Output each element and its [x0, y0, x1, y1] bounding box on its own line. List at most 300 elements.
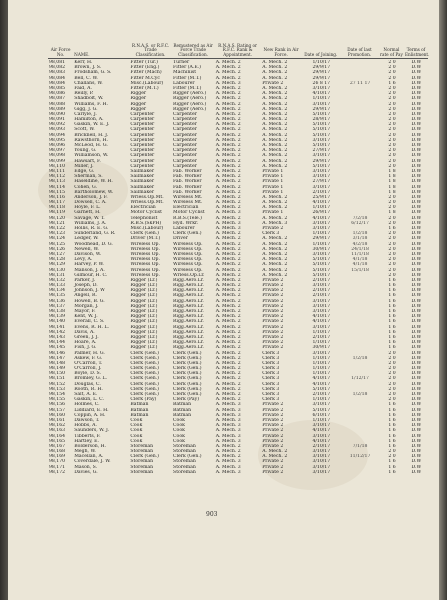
col-date-joining-cell: 3/10/17 — [312, 464, 331, 470]
col-date-joining-cell: 3/10/17 — [312, 454, 331, 460]
col-new-rank-cell: A. Mech. 2 — [262, 91, 288, 97]
col-air-force-no-cell: 98,112 — [49, 174, 66, 180]
col-new-rank-cell: Private 2 — [262, 459, 284, 465]
col-terms-cell: D.W — [411, 449, 422, 455]
col-name-cell: Palmer, H. G. — [74, 350, 105, 356]
col-trade-cell: Rigger (Lr.) — [130, 288, 158, 294]
col-new-rank-cell: Clerk 3 — [262, 355, 280, 361]
header-col-rating: R.N.A.S. Rating or R.F.C. Rank & Appointment. — [218, 42, 258, 58]
col-air-force-no-cell: 98,143 — [49, 334, 66, 340]
col-remustered-cell: Cook — [173, 417, 185, 423]
col-terms-cell: D.W — [411, 407, 422, 413]
col-terms-cell: D.W — [411, 438, 422, 444]
col-remustered-cell: R.B.S.(Tele.) — [173, 215, 202, 221]
col-new-rank-cell: Private 2 — [262, 309, 284, 314]
col-pay-cell: 1 6 — [388, 80, 396, 86]
col-pay-cell: 1 6 — [388, 226, 396, 231]
col-remustered-cell: Labourer — [173, 226, 195, 231]
col-trade-cell: Carpenter — [130, 117, 155, 123]
col-name-cell: Coverdale, J. W. — [74, 459, 111, 465]
col-date-joining-cell: 1/10/17 — [312, 329, 331, 335]
col-air-force-no-cell: 98,155 — [49, 397, 66, 403]
col-new-rank-cell: Clerk 3 — [262, 366, 280, 372]
col-terms-cell: D.W — [411, 85, 422, 91]
col-remustered-cell: Labourer — [173, 80, 195, 86]
col-pay-cell: 1 6 — [388, 417, 396, 423]
col-terms-cell: D.W — [411, 153, 422, 159]
col-air-force-no-cell: 98,156 — [49, 402, 66, 408]
col-date-joining-cell: 30/9/17 — [312, 246, 331, 252]
col-air-force-no-cell: 98,128 — [49, 257, 66, 263]
col-pay-cell: 1 6 — [388, 407, 396, 413]
col-terms-cell: D.W — [411, 324, 422, 330]
col-rating-cell: A. Mech. 2 — [215, 329, 241, 335]
col-pay-cell: 2 0 — [388, 376, 396, 382]
col-date-joining-cell: 1/10/17 — [312, 340, 331, 346]
col-trade-cell: Clerk (Gen.) — [130, 386, 159, 392]
col-date-joining-cell: 5/10/17 — [312, 262, 331, 268]
col-terms-cell: D.W — [411, 226, 422, 231]
col-remustered-cell: Wireless Op. — [173, 251, 203, 257]
col-date-joining-cell: 3/10/17 — [312, 226, 331, 231]
col-terms-cell: D.W — [411, 371, 422, 377]
col-terms-cell: D.W — [411, 106, 422, 112]
col-pay-cell: 1 6 — [388, 324, 396, 330]
col-trade-cell: Misc.(Labour) — [130, 226, 164, 231]
col-trade-cell: Clerk (Gen.) — [130, 366, 159, 372]
col-date-joining-cell: 26/9/17 — [312, 210, 331, 216]
col-terms-cell: D.W — [411, 423, 422, 429]
col-air-force-no-cell: 98,117 — [49, 200, 66, 206]
col-date-promotion-cell: 7/1/18 — [352, 443, 368, 449]
col-pay-cell: 2 0 — [388, 236, 396, 242]
col-air-force-no-cell: 98,140 — [49, 319, 66, 325]
col-date-joining-cell: 2/10/17 — [312, 334, 331, 340]
col-remustered-cell: Fab. Worker — [173, 168, 202, 174]
col-date-joining-cell: 28/9/17 — [312, 117, 331, 123]
col-rating-cell: A. Mech. 2 — [215, 392, 241, 397]
col-new-rank-cell: A. Mech. 2 — [262, 143, 288, 148]
col-air-force-no-cell: 98,170 — [49, 459, 66, 465]
col-date-joining-cell: 29/9/17 — [312, 106, 331, 112]
col-air-force-no-cell: 98,084 — [49, 80, 66, 86]
col-terms-cell: D.W — [411, 345, 422, 351]
col-air-force-no-cell: 98,094 — [49, 132, 66, 138]
col-name-cell: Bolderson, H. — [74, 443, 107, 449]
col-remustered-cell: Rigg.Aero.Lr. — [173, 309, 204, 314]
col-remustered-cell: Hyd. Wrkr. — [173, 220, 199, 226]
col-air-force-no-cell: 98,089 — [49, 106, 66, 112]
col-new-rank-cell: Clerk 3 — [262, 397, 280, 403]
col-remustered-cell: Storeman — [173, 469, 196, 475]
col-rating-cell: A. Mech. 2 — [215, 443, 241, 449]
col-terms-cell: D.W — [411, 246, 422, 252]
col-trade-cell: Wrless.Op.Mt. — [130, 200, 164, 206]
col-pay-cell: 2 0 — [388, 381, 396, 387]
col-pay-cell: 1 6 — [388, 314, 396, 320]
col-remustered-cell: Rigg.Aero.Lr. — [173, 283, 204, 289]
col-date-joining-cell: 1/10/17 — [312, 371, 331, 377]
col-trade-cell: Carpenter — [130, 132, 155, 138]
col-pay-cell: 2 0 — [388, 449, 396, 455]
col-date-joining-cell: 4/10/17 — [312, 200, 331, 206]
col-name-cell: Levy, A. — [74, 257, 93, 263]
col-terms-cell: D.W — [411, 397, 422, 403]
col-pay-cell: 1 6 — [388, 277, 396, 283]
col-remustered-cell: Batman — [173, 407, 192, 413]
col-new-rank-cell: Private 2 — [262, 324, 284, 330]
col-new-rank-cell: Clerk 3 — [262, 386, 280, 392]
col-new-rank-cell: Clerk 3 — [262, 371, 280, 377]
col-name-cell: Evens, R. H. L. — [74, 324, 109, 330]
col-remustered-cell: Rigger (Aero.) — [173, 101, 207, 107]
col-air-force-no-cell: 98,142 — [49, 329, 66, 335]
col-terms-cell: D.W — [411, 251, 422, 257]
col-air-force-no-cell: 98,087 — [49, 96, 66, 102]
col-new-rank-cell: A. Mech. 2 — [262, 122, 288, 128]
col-new-rank-cell: Private 2 — [262, 433, 284, 439]
col-rating-cell: A. Mech. 2 — [215, 386, 241, 392]
col-trade-cell: Wireless Op. — [130, 272, 160, 278]
col-new-rank-cell: Private 2 — [262, 402, 284, 408]
col-pay-cell: 2 0 — [388, 85, 396, 91]
col-date-promotion-cell: 6/12/17 — [351, 220, 369, 226]
col-name-cell: Cohen, G. — [74, 184, 98, 190]
col-remustered-cell: Rigg.Aero.Lr. — [173, 345, 204, 351]
col-name-cell: Haseldine, W. H. — [74, 179, 113, 185]
col-air-force-no-cell: 98,153 — [49, 386, 66, 392]
header-col-trade: R.N.A.S. or R.F.C. Trade Classification. — [131, 42, 170, 58]
col-name-cell: Mason, S. — [74, 464, 98, 470]
col-terms-cell: D.W — [411, 334, 422, 340]
col-air-force-no-cell: 98,091 — [49, 117, 66, 123]
col-terms-cell: D.W — [411, 402, 422, 408]
col-trade-cell: Fitter M.Cyc — [130, 75, 160, 81]
col-remustered-cell: Fitter (M.T.) — [173, 75, 202, 81]
col-pay-cell: 1 6 — [388, 288, 396, 294]
col-new-rank-cell: A. Mech. 2 — [262, 163, 288, 169]
col-trade-cell: Sailmaker — [130, 168, 155, 174]
col-name-cell: Salt, A. E. — [74, 392, 98, 397]
col-name-cell: Sherman, S. — [74, 174, 103, 180]
col-remustered-cell: Clerk (Gen.) — [173, 366, 202, 372]
col-trade-cell: Clerk (Gen.) — [130, 355, 159, 361]
col-date-joining-cell: 5/10/17 — [312, 127, 331, 133]
col-trade-cell: Wireless Op. — [130, 262, 160, 268]
col-rating-cell: A. Mech. 3 — [215, 80, 241, 86]
col-new-rank-cell: A. Mech. 2 — [262, 101, 288, 107]
col-air-force-no-cell: 98,122 — [49, 226, 66, 231]
col-terms-cell: D.W — [411, 262, 422, 268]
col-date-joining-cell: 3/10/17 — [312, 303, 331, 309]
col-air-force-no-cell: 98,086 — [49, 91, 66, 97]
col-name-cell: Reilly, P. — [74, 91, 94, 97]
col-terms-cell: D.W — [411, 376, 422, 382]
col-date-joining-cell: 29/9/17 — [312, 75, 331, 81]
col-remustered-cell: Batman — [173, 412, 192, 418]
col-rating-cell: A. Mech. 2 — [215, 371, 241, 377]
col-date-joining-cell: 6/10/17 — [312, 412, 331, 418]
col-rating-cell: A. Mech. 2 — [215, 283, 241, 289]
col-rating-cell: A. Mech. 2 — [215, 345, 241, 351]
col-remustered-cell: Clerk (Gen.) — [173, 376, 202, 382]
col-new-rank-cell: A. Mech. 2 — [262, 454, 288, 460]
col-pay-cell: 2 0 — [388, 241, 396, 247]
col-pay-cell: 2 0 — [388, 246, 396, 252]
col-date-joining-cell: 3/10/17 — [312, 220, 331, 226]
col-air-force-no-cell: 98,118 — [49, 205, 66, 211]
col-trade-cell: Fitter (Mach) — [130, 70, 162, 76]
col-air-force-no-cell: 98,146 — [49, 350, 66, 356]
col-trade-cell: Sailmaker — [130, 189, 155, 195]
col-new-rank-cell: Private 1 — [262, 184, 284, 190]
col-new-rank-cell: A. Mech. 2 — [262, 194, 288, 200]
col-new-rank-cell: Private 2 — [262, 329, 284, 335]
col-date-joining-cell: 27/9/17 — [312, 179, 331, 185]
col-rating-cell: A. Mech. 2 — [215, 215, 241, 221]
book-spine-shadow — [0, 0, 8, 600]
col-rating-cell: A. Mech. 2 — [215, 324, 241, 330]
col-terms-cell: D.W — [411, 355, 422, 361]
col-new-rank-cell: Clerk 3 — [262, 231, 280, 237]
col-terms-cell: D.W — [411, 329, 422, 335]
col-air-force-no-cell: 98,085 — [49, 85, 66, 91]
col-date-promotion-cell: 1/12/17 — [351, 376, 369, 382]
col-name-cell: McLeod, H. G. — [74, 143, 108, 148]
col-trade-cell: Storeman — [130, 443, 154, 449]
col-new-rank-cell: A. Mech. 2 — [262, 137, 288, 143]
col-new-rank-cell: Private 2 — [262, 464, 284, 470]
table-body — [48, 60, 428, 475]
col-new-rank-cell: Private 2 — [262, 334, 284, 340]
col-date-joining-cell: 2/10/17 — [312, 392, 331, 397]
col-date-joining-cell: 4/10/17 — [312, 314, 331, 320]
col-rating-cell: A. Mech. 2 — [215, 288, 241, 294]
col-pay-cell: 1 6 — [388, 303, 396, 309]
col-date-joining-cell: 5/10/17 — [312, 386, 331, 392]
col-remustered-cell: Clerk (Gen.) — [173, 386, 202, 392]
col-remustered-cell: Storeman — [173, 464, 196, 470]
col-pay-cell: 2 0 — [388, 251, 396, 257]
col-name-cell: Carlyle, J. — [74, 111, 97, 117]
col-trade-cell: Rigger (Lr.) — [130, 293, 158, 299]
col-pay-cell: 1 8 — [388, 174, 396, 180]
col-terms-cell: D.W — [411, 412, 422, 418]
col-date-promotion-cell: 11/1/18 — [351, 251, 369, 257]
col-date-joining-cell: 30/9/17 — [312, 345, 331, 351]
col-new-rank-cell: Private 2 — [262, 303, 284, 309]
header-col-remustered: Remustered as Air Force Trade Classification. — [173, 42, 213, 58]
col-new-rank-cell: Private 2 — [262, 319, 284, 325]
col-terms-cell: D.W — [411, 241, 422, 247]
col-rating-cell: A. Mech. 2 — [215, 350, 241, 356]
col-air-force-no-cell: 98,090 — [49, 111, 66, 117]
col-date-promotion-cell: 4/2/18 — [352, 241, 368, 247]
col-trade-cell: Rigger (Lr.) — [130, 277, 158, 283]
col-terms-cell: D.W — [411, 215, 422, 221]
col-rating-cell: A. Mech. 2 — [215, 194, 241, 200]
col-air-force-no-cell: 98,130 — [49, 267, 66, 273]
col-pay-cell: 2 0 — [388, 397, 396, 403]
col-remustered-cell: Carpenter — [173, 111, 197, 117]
col-terms-cell: D.W — [411, 148, 422, 154]
col-remustered-cell: Rigg.Aero.Lr. — [173, 319, 204, 325]
col-pay-cell: 2 0 — [388, 454, 396, 460]
col-air-force-no-cell: 98,127 — [49, 251, 66, 257]
col-rating-cell: A. Mech. 2 — [215, 101, 241, 107]
page-number: 903 — [206, 511, 218, 518]
header-col-date-joining: Date of Joining. — [304, 52, 338, 58]
muster-roll-table — [48, 12, 428, 507]
col-remustered-cell: Wireless Op. — [173, 246, 203, 252]
col-remustered-cell: Clerk (Gen.) — [173, 454, 202, 460]
col-name-cell: Bartholomew, W. — [74, 189, 114, 195]
col-new-rank-cell: Clerk 3 — [262, 376, 280, 382]
col-remustered-cell: Carpenter — [173, 148, 197, 154]
document-page — [8, 0, 439, 600]
col-pay-cell: 1 6 — [388, 340, 396, 346]
col-name-cell: Bromley, G. L. — [74, 376, 107, 382]
col-trade-cell: Rigger (Lr.) — [130, 324, 158, 330]
col-pay-cell: 2 0 — [388, 70, 396, 76]
col-trade-cell: Rigger — [130, 91, 147, 97]
col-new-rank-cell: A. Mech. 2 — [262, 272, 288, 278]
col-air-force-no-cell: 98,168 — [49, 449, 66, 455]
col-remustered-cell: Fab. Worker — [173, 184, 202, 190]
col-new-rank-cell: A. Mech. 2 — [262, 449, 288, 455]
col-trade-cell: Clerk (Gen.) — [130, 350, 159, 356]
col-pay-cell: 1 8 — [388, 179, 396, 185]
col-date-joining-cell: 1/10/17 — [312, 60, 331, 65]
col-pay-cell: 2 0 — [388, 60, 396, 65]
col-remustered-cell: Clerk (Gen.) — [173, 381, 202, 387]
col-new-rank-cell: A. Mech. 2 — [262, 215, 288, 221]
col-pay-cell: 2 0 — [388, 117, 396, 123]
col-pay-cell: 2 0 — [388, 143, 396, 148]
col-name-cell: Hoyle, F. L. — [74, 205, 101, 211]
col-date-joining-cell: 29/9/17 — [312, 158, 331, 164]
col-date-joining-cell: 4/10/17 — [312, 376, 331, 382]
col-trade-cell: Wireless Op. — [130, 251, 160, 257]
col-date-joining-cell: 5/10/17 — [312, 163, 331, 169]
col-new-rank-cell: Private 2 — [262, 438, 284, 444]
col-trade-cell: Rigger (Lr.) — [130, 283, 158, 289]
col-air-force-no-cell: 98,123 — [49, 231, 66, 237]
col-new-rank-cell: Private 2 — [262, 293, 284, 299]
col-remustered-cell: Rigg.Aero.Lr. — [173, 340, 204, 346]
col-trade-cell: Misc.(Labour) — [130, 80, 164, 86]
col-terms-cell: D.W — [411, 158, 422, 164]
col-date-joining-cell: 3/10/17 — [312, 184, 331, 190]
col-rating-cell: A. Mech. 3 — [215, 438, 241, 444]
col-name-cell: Williams, F. H. — [74, 101, 108, 107]
col-air-force-no-cell: 98,111 — [49, 168, 66, 174]
col-name-cell: O'Carroll, J. — [74, 366, 102, 372]
col-pay-cell: 1 6 — [388, 345, 396, 351]
col-pay-cell: 1 8 — [388, 168, 396, 174]
col-terms-cell: D.W — [411, 189, 422, 195]
col-pay-cell: 2 0 — [388, 96, 396, 102]
col-name-cell: Gigg, J. G. — [74, 106, 98, 112]
col-rating-cell: A. Mech. 2 — [215, 241, 241, 247]
col-name-cell: Liddiard, E. H. — [74, 407, 109, 413]
col-new-rank-cell: A. Mech. 2 — [262, 96, 288, 102]
col-pay-cell: 1 6 — [388, 423, 396, 429]
col-name-cell: Newell, W. — [74, 246, 99, 252]
col-date-joining-cell: 4/10/17 — [312, 319, 331, 325]
col-air-force-no-cell: 98,147 — [49, 355, 66, 361]
col-trade-cell: Clerk (Gen.) — [130, 381, 159, 387]
col-rating-cell: A. Mech. 3 — [215, 220, 241, 226]
col-terms-cell: D.W — [411, 267, 422, 273]
col-new-rank-cell: Private 2 — [262, 407, 284, 413]
col-name-cell: Woodhead, D. G. — [74, 241, 113, 247]
col-name-cell: Fish, J. G. — [74, 345, 97, 351]
col-remustered-cell: Carpenter — [173, 117, 197, 123]
col-date-joining-cell: 5/10/17 — [312, 143, 331, 148]
col-terms-cell: D.W — [411, 350, 422, 356]
col-terms-cell: D.W — [411, 65, 422, 71]
col-new-rank-cell: A. Mech. 2 — [262, 241, 288, 247]
col-trade-cell: Rigger (Lr.) — [130, 319, 158, 325]
col-date-joining-cell: 1/10/17 — [312, 366, 331, 372]
col-air-force-no-cell: 98,121 — [49, 220, 66, 226]
col-air-force-no-cell: 98,097 — [49, 148, 66, 154]
col-air-force-no-cell: 98,126 — [49, 246, 66, 252]
col-terms-cell: D.W — [411, 117, 422, 123]
col-new-rank-cell: A. Mech. 2 — [262, 85, 288, 91]
col-pay-cell: 2 0 — [388, 272, 396, 278]
col-air-force-no-cell: 98,165 — [49, 438, 66, 444]
col-new-rank-cell: Private 2 — [262, 226, 284, 231]
col-remustered-cell: Storeman — [173, 449, 196, 455]
col-air-force-no-cell: 98,120 — [49, 215, 66, 221]
col-trade-cell: Rigger (Lr.) — [130, 345, 158, 351]
col-trade-cell: Batman — [130, 407, 149, 413]
col-remustered-cell: Storeman — [173, 459, 196, 465]
col-name-cell: Douglas, C. — [74, 381, 101, 387]
col-trade-cell: Storeman — [130, 449, 154, 455]
col-terms-cell: D.W — [411, 303, 422, 309]
col-pay-cell: 2 0 — [388, 355, 396, 361]
col-date-joining-cell: 29/9/17 — [312, 65, 331, 71]
col-new-rank-cell: A. Mech. 2 — [262, 106, 288, 112]
col-trade-cell: Rigger — [130, 106, 147, 112]
col-name-cell: Brown, J. S. — [74, 65, 102, 71]
col-terms-cell: D.W — [411, 283, 422, 289]
col-pay-cell: 2 0 — [388, 91, 396, 97]
col-remustered-cell: Fitter (A.E.) — [173, 65, 201, 71]
col-air-force-no-cell: 98,084 — [49, 75, 66, 81]
col-remustered-cell: Rigg.Aero.Lr. — [173, 298, 204, 304]
col-trade-cell: R.B.S.(SkPH) — [130, 220, 162, 226]
col-date-joining-cell: 3/10/17 — [312, 174, 331, 180]
col-new-rank-cell: Private 2 — [262, 298, 284, 304]
col-date-joining-cell: 3/10/17 — [312, 298, 331, 304]
col-pay-cell: 1 8 — [388, 184, 396, 190]
col-pay-cell: 2 0 — [388, 267, 396, 273]
col-name-cell: Manson, J. A. — [74, 267, 105, 273]
col-trade-cell: Cook — [130, 428, 143, 434]
col-air-force-no-cell: 98,163 — [49, 428, 66, 434]
col-rating-cell: A. Mech. 2 — [215, 319, 241, 325]
col-name-cell: Harvey, P. W. — [74, 262, 104, 268]
col-rating-cell: A. Mech. 2 — [215, 454, 241, 460]
col-rating-cell: A. Mech. 2 — [215, 168, 241, 174]
col-remustered-cell: Rigger (Aero.) — [173, 106, 207, 112]
col-trade-cell: Rigger (Lr.) — [130, 298, 158, 304]
col-date-joining-cell: 3/10/17 — [312, 283, 331, 289]
